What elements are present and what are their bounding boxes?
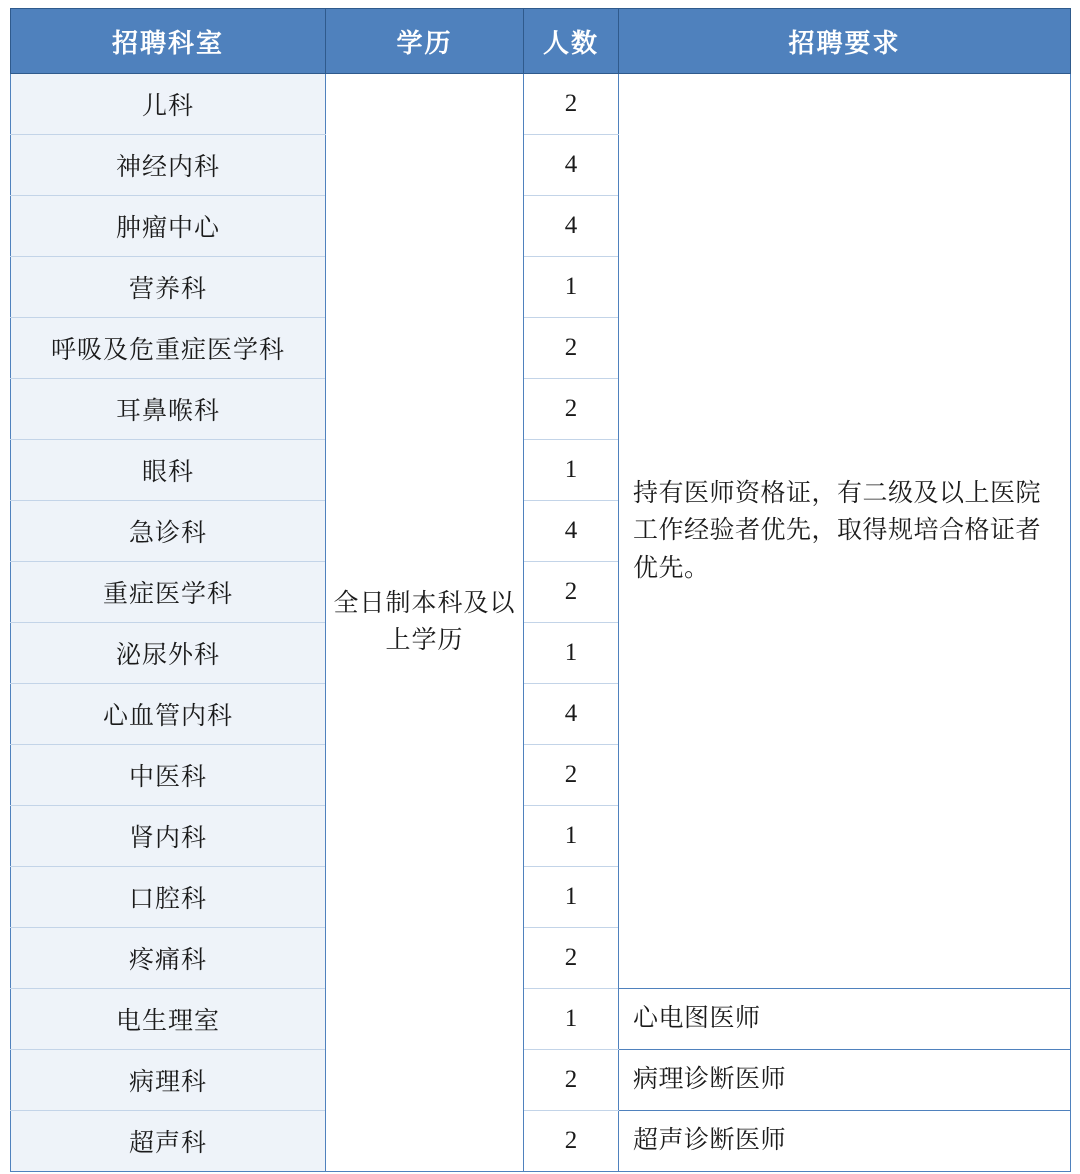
cell-headcount: 1 bbox=[524, 867, 619, 928]
cell-headcount: 4 bbox=[524, 135, 619, 196]
cell-headcount: 1 bbox=[524, 806, 619, 867]
cell-department: 中医科 bbox=[11, 745, 326, 806]
cell-headcount: 2 bbox=[524, 928, 619, 989]
table-row bbox=[11, 1050, 1071, 1111]
cell-department: 心血管内科 bbox=[11, 684, 326, 745]
cell-requirement-main bbox=[619, 74, 1071, 989]
cell-department: 耳鼻喉科 bbox=[11, 379, 326, 440]
table-row bbox=[11, 74, 1071, 135]
cell-department: 超声科 bbox=[11, 1111, 326, 1172]
cell-headcount: 1 bbox=[524, 440, 619, 501]
column-header-requirements: 招聘要求 bbox=[619, 9, 1071, 74]
column-header-headcount: 人数 bbox=[524, 9, 619, 74]
cell-headcount: 4 bbox=[524, 196, 619, 257]
cell-department: 肿瘤中心 bbox=[11, 196, 326, 257]
education-text: 全日制本科及以上学历 bbox=[333, 590, 516, 654]
recruitment-table bbox=[10, 8, 1071, 1172]
cell-department: 呼吸及危重症医学科 bbox=[11, 318, 326, 379]
cell-department: 电生理室 bbox=[11, 989, 326, 1050]
cell-department: 病理科 bbox=[11, 1050, 326, 1111]
requirement-text: 持有医师资格证，有二级及以上医院工作经验者优先，取得规培合格证者优先。 bbox=[633, 479, 1042, 582]
column-header-department: 招聘科室 bbox=[11, 9, 326, 74]
table-header bbox=[11, 9, 1071, 74]
cell-headcount: 4 bbox=[524, 501, 619, 562]
cell-department: 疼痛科 bbox=[11, 928, 326, 989]
cell-headcount: 2 bbox=[524, 1050, 619, 1111]
cell-department: 营养科 bbox=[11, 257, 326, 318]
cell-requirement: 心电图医师 bbox=[619, 989, 1071, 1050]
table-row bbox=[11, 989, 1071, 1050]
cell-department: 急诊科 bbox=[11, 501, 326, 562]
table-header-row bbox=[11, 9, 1071, 74]
cell-education bbox=[326, 74, 524, 1172]
cell-department: 口腔科 bbox=[11, 867, 326, 928]
cell-headcount: 1 bbox=[524, 623, 619, 684]
cell-headcount: 2 bbox=[524, 745, 619, 806]
cell-requirement: 超声诊断医师 bbox=[619, 1111, 1071, 1172]
cell-headcount: 2 bbox=[524, 318, 619, 379]
table-body bbox=[11, 74, 1071, 1172]
cell-headcount: 2 bbox=[524, 1111, 619, 1172]
cell-headcount: 2 bbox=[524, 562, 619, 623]
cell-department: 重症医学科 bbox=[11, 562, 326, 623]
cell-headcount: 4 bbox=[524, 684, 619, 745]
cell-headcount: 2 bbox=[524, 379, 619, 440]
cell-department: 儿科 bbox=[11, 74, 326, 135]
cell-headcount: 1 bbox=[524, 257, 619, 318]
cell-department: 泌尿外科 bbox=[11, 623, 326, 684]
cell-headcount: 2 bbox=[524, 74, 619, 135]
cell-requirement: 病理诊断医师 bbox=[619, 1050, 1071, 1111]
table-row bbox=[11, 1111, 1071, 1172]
cell-department: 肾内科 bbox=[11, 806, 326, 867]
cell-headcount: 1 bbox=[524, 989, 619, 1050]
cell-department: 眼科 bbox=[11, 440, 326, 501]
cell-department: 神经内科 bbox=[11, 135, 326, 196]
column-header-education: 学历 bbox=[326, 9, 524, 74]
